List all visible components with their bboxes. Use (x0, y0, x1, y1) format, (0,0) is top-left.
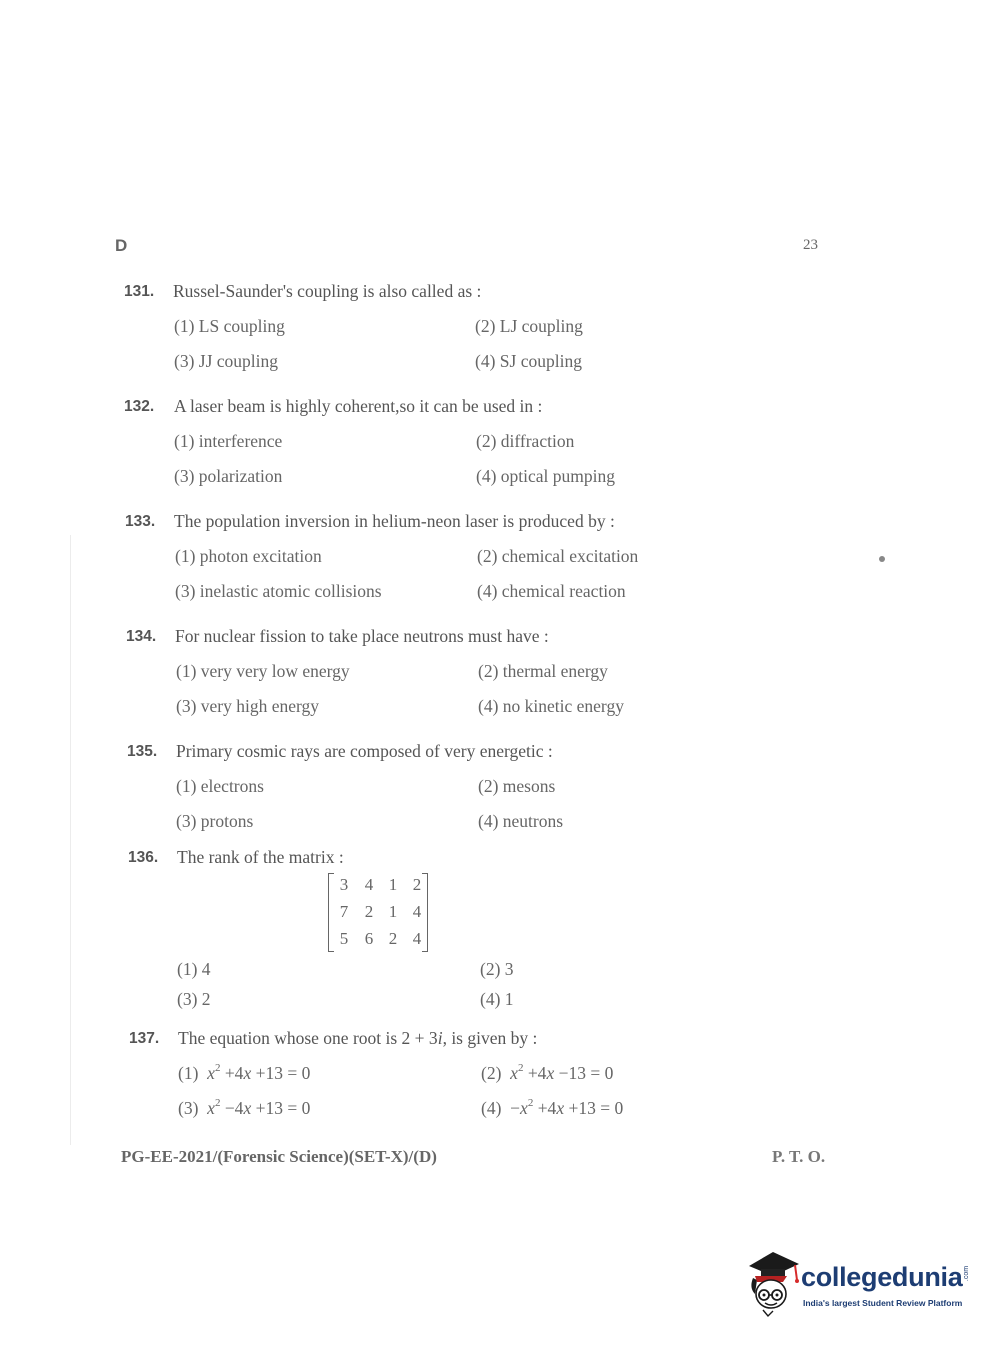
question-number: 136. (128, 849, 159, 866)
matrix (328, 873, 428, 950)
option-3: (3) very high energy (176, 696, 320, 716)
option-2: (2) $x^2 +4x -13 = 0$ (481, 1062, 614, 1083)
question-text: Primary cosmic rays are composed of very energetic : (176, 741, 553, 761)
option-4: (4) 1 (480, 989, 514, 1009)
option-4: (4) neutrons (478, 811, 564, 831)
option-1: (1) photon excitation (175, 546, 322, 566)
option-1: (1) interference (174, 431, 283, 451)
question-number: 134. (126, 628, 157, 645)
option-2: (2) diffraction (476, 431, 575, 451)
option-2: (2) 3 (480, 959, 514, 979)
collegedunia-watermark (743, 1250, 973, 1320)
matrix-cell: 1 (388, 902, 398, 921)
question-text: The rank of the matrix : (177, 847, 344, 867)
set-letter: D (115, 236, 128, 255)
question-text: A laser beam is highly coherent,so it can be used in : (174, 396, 543, 416)
question-number: 133. (125, 513, 156, 530)
question-text: Russel-Saunder's coupling is also called as : (173, 281, 482, 301)
option-1: (1) $x^2 +4x +13 = 0$ (178, 1062, 311, 1083)
matrix-cell: 1 (388, 875, 398, 894)
brand-tagline: India's largest Student Review Platform (803, 1298, 963, 1308)
brand-suffix: .com (963, 1265, 971, 1282)
matrix-cell: 2 (412, 875, 422, 894)
option-1: (1) electrons (176, 776, 264, 796)
option-2: (2) chemical excitation (477, 546, 639, 566)
question-number: 137. (129, 1030, 160, 1047)
question-number: 135. (127, 743, 158, 760)
option-3: (3) JJ coupling (174, 351, 279, 371)
option-2: (2) LJ coupling (475, 316, 583, 336)
question-text: The equation whose one root is 2 + 3i, is given by : (178, 1028, 538, 1048)
question-text: For nuclear fission to take place neutrons must have : (175, 626, 549, 646)
option-2: (2) thermal energy (478, 661, 608, 681)
option-4: (4) optical pumping (476, 466, 616, 486)
question-number: 131. (124, 283, 155, 300)
matrix-cell: 5 (339, 929, 349, 948)
matrix-cell: 2 (364, 902, 374, 921)
matrix-cell: 4 (364, 875, 374, 894)
option-2: (2) mesons (478, 776, 556, 796)
option-3: (3) 2 (177, 989, 211, 1009)
mascot-icon (743, 1250, 801, 1320)
pto-label: P. T. O. (772, 1147, 826, 1166)
option-4: (4) chemical reaction (477, 581, 626, 601)
matrix-cell: 6 (364, 929, 374, 948)
matrix-cell: 4 (412, 902, 422, 921)
option-3: (3) protons (176, 811, 254, 831)
question-number: 132. (124, 398, 155, 415)
option-1: (1) very very low energy (176, 661, 350, 681)
option-4: $(4) -x^2 +4x +13 = 0$ (481, 1097, 624, 1118)
brand-name: collegedunia (801, 1262, 963, 1292)
question-text: The population inversion in helium-neon laser is produced by : (174, 511, 615, 531)
matrix-cell: 2 (388, 929, 398, 948)
page-number: 23 (803, 237, 818, 253)
option-3: (3) polarization (174, 466, 283, 486)
stray-dot (879, 556, 885, 562)
matrix-cell: 7 (339, 902, 349, 921)
option-1: (1) 4 (177, 959, 211, 979)
matrix-cell: 4 (412, 929, 422, 948)
paper-code: PG-EE-2021/(Forensic Science)(SET-X)/(D) (121, 1147, 437, 1166)
option-3: (3) inelastic atomic collisions (175, 581, 382, 601)
option-3: (3) $x^2 -4x +13 = 0$ (178, 1097, 311, 1118)
matrix-cell: 3 (339, 875, 349, 894)
option-1: (1) LS coupling (174, 316, 285, 336)
option-4: (4) SJ coupling (475, 351, 582, 371)
option-4: (4) no kinetic energy (478, 696, 624, 716)
margin-line (70, 535, 71, 1145)
